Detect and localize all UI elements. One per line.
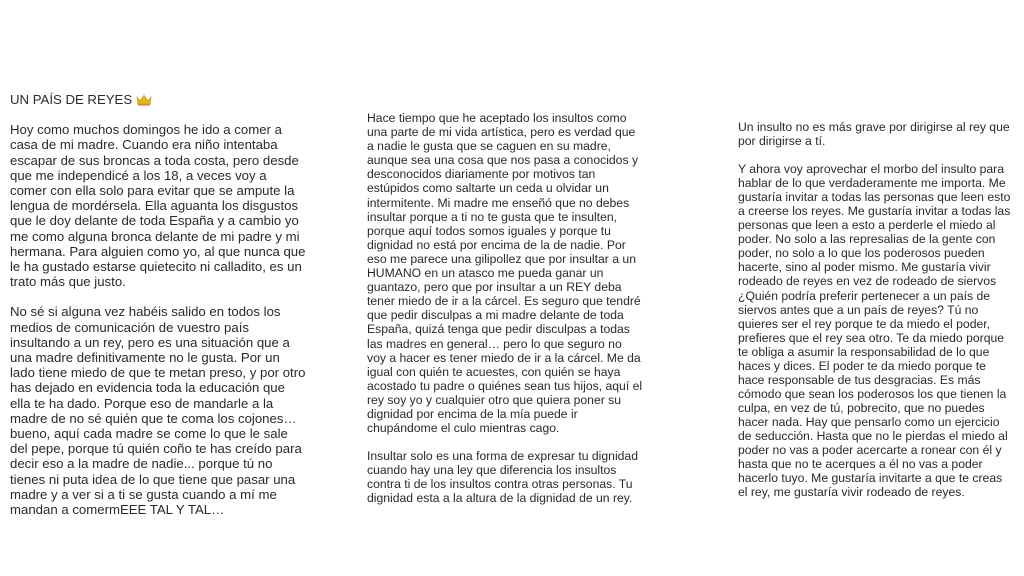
column-3	[738, 120, 1014, 499]
article-title: UN PAÍS DE REYES	[10, 92, 133, 107]
paragraph: Hoy como muchos domingos he ido a comer a casa de mi madre. Cuando era niño intentaba escapar de sus broncas a toda costa, pero desde que me independicé a los 18, a veces voy a comer con ella solo para evitar que se ampute la lengua de mordérsela. Ella aguanta los disgustos que le doy delante de toda España y a cambio yo me como alguna bronca delante de mi padre y mi hermana. Para alguien como yo, al que nunca que le ha gustado estarse quietecito ni calladito, es un trato más que justo.	[10, 122, 306, 290]
crown-icon	[136, 94, 152, 106]
column-1	[10, 92, 306, 517]
paragraph: Hace tiempo que he aceptado los insultos como una parte de mi vida artística, pero es verdad que a nadie le gusta que se caguen en su madre, aunque sea una cosa que nos pasa a conocidos y desconocidos diariamente por motivos tan estúpidos como saltarte un ceda u olvidar un intermitente. Mi madre me enseñó que no debes insultar porque a ti no te gusta que te insulten, porque aquí todos somos iguales y porque tu dignidad no está por encima de la de nadie. Por eso me parece una gilipollez que por insultar a un HUMANO en un atasco me pueda ganar un guantazo, pero que por insultar a un REY deba tener miedo de ir a la cárcel. Es seguro que tendré que pedir disculpas a mi madre delante de toda España, quizá tenga que pedir disculpas a todas las madres en general… pero lo que seguro no voy a hacer es tener miedo de ir a la cárcel. Me da igual con quién te acuestes, con quién se haya acostado tu padre o quiénes sean tus hijos, aquí el rey soy yo y cualquier otro que quiera poner su dignidad por encima de la mía puede ir chupándome el culo mientras cago.	[367, 111, 643, 436]
paragraph: No sé si alguna vez habéis salido en todos los medios de comunicación de vuestro país insultando a un rey, pero es una situación que a una madre definitivamente no le gusta. Por un lado tiene miedo de que te metan preso, y por otro has dejado en evidencia toda la educación que ella te ha dado. Porque eso de mandarle a la madre de no sé quién que te coma los cojones… bueno, aquí cada madre se come lo que le sale del pepe, porque tú quién coño te has creído para decir eso a la madre de nadie... porque tú no tienes ni puta idea de lo que tiene que pasar una madre y a ver si a ti se gusta cuando a mí me mandan a comermEEE TAL Y TAL…	[10, 304, 306, 518]
paragraph: Insultar solo es una forma de expresar tu dignidad cuando hay una ley que diferencia los insultos contra ti de los insultos contra otras personas. Tu dignidad esta a la altura de la dignidad de un rey.	[367, 449, 638, 506]
column-2	[367, 111, 643, 506]
paragraph: Un insulto no es más grave por dirigirse al rey que por dirigirse a tí.	[738, 120, 1010, 149]
article-title-row	[10, 92, 306, 107]
paragraph: Y ahora voy aprovechar el morbo del insulto para hablar de lo que verdaderamente me importa. Me gustaría invitar a todas las personas que leen esto a creerse los reyes. Me gustaría invitar a todas las personas que leen a esto a perderle el miedo al poder. No solo a las represalias de la gente con poder, no solo a lo que los poderosos pueden hacerte, sino al poder mismo. Me gustaría vivir rodeado de reyes en vez de rodeado de siervos ¿Quién podría preferir pertenecer a un país de siervos antes que a un país de reyes? Tú no quieres ser el rey porque te da miedo el poder, prefieres que el rey sea otro. Te da miedo porque te obliga a asumir la responsabilidad de lo que haces y dices. El poder te da miedo porque te hace responsable de tus desgracias. Es más cómodo que sean los poderosos los que tienen la culpa, en vez de tú, pobrecito, que no puedes hacer nada. Hay que pensarlo como un ejercicio de seducción. Hasta que no le pierdas el miedo al poder no vas a poder acercarte a ronear con él y hasta que no te acerques a él no vas a poder hacerlo tuyo. Me gustaría invitarte a que te creas el rey, me gustaría vivir rodeado de reyes.	[738, 162, 1011, 500]
crown-icon-svg	[136, 94, 152, 106]
